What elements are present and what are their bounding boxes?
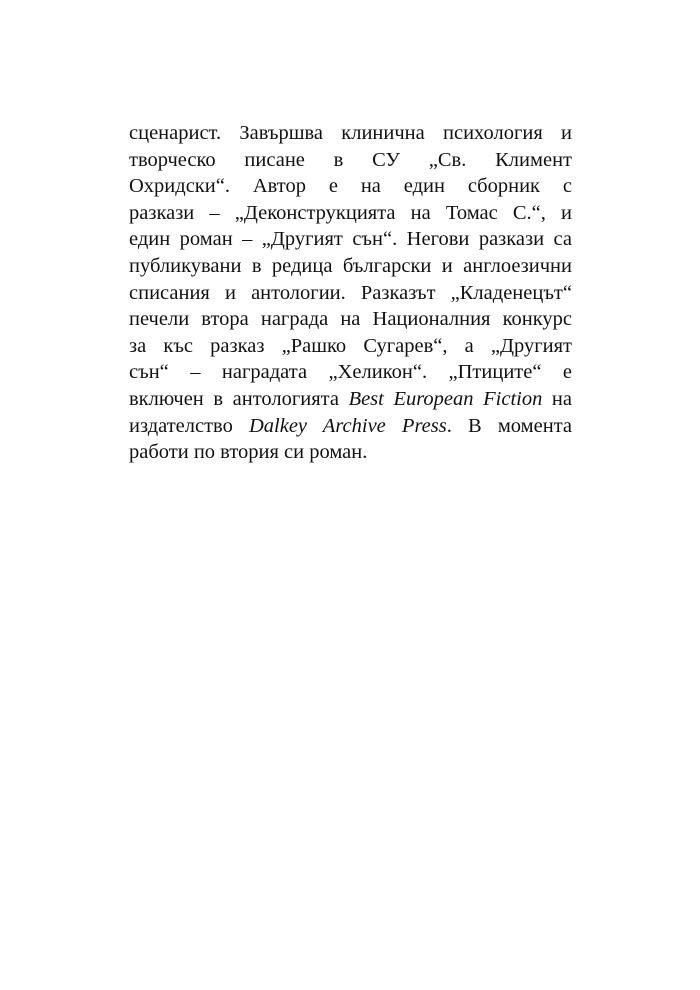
text-line: печели втора награда на Националния конкурс	[129, 308, 572, 331]
text-line: Охридски“. Автор е на един сборник с	[129, 175, 572, 198]
text-line	[129, 386, 572, 413]
text-line: сън“ – наградата „Хеликон“. „Птиците“ е	[129, 361, 572, 384]
text-segment: . В момента	[446, 414, 572, 437]
text-line: сценарист. Завършва клинична психология и	[129, 122, 572, 144]
text-line: творческо писане в СУ „Св. Климент	[129, 148, 572, 171]
text-segment: на	[542, 387, 572, 410]
text-line	[129, 413, 572, 440]
text-line: един роман – „Другият сън“. Негови разкази са	[129, 228, 572, 251]
text-line: за къс разказ „Рашко Сугарев“, а „Другият	[129, 334, 572, 357]
text-line: публикувани в редица български и англоезични	[129, 254, 572, 277]
text-line: списания и антологии. Разказът „Кладенецът“	[129, 281, 572, 304]
anthology-title: Best European Fiction	[348, 387, 543, 410]
text-line: разкази – „Деконструкцията на Томас С.“, и	[129, 201, 572, 224]
text-segment: включен в антологията	[129, 387, 349, 410]
publisher-name: Dalkey Archive Press	[248, 414, 447, 437]
text-line: работи по втория си роман.	[129, 441, 368, 464]
text-segment: издателство	[129, 414, 249, 437]
body-paragraph	[129, 120, 572, 466]
